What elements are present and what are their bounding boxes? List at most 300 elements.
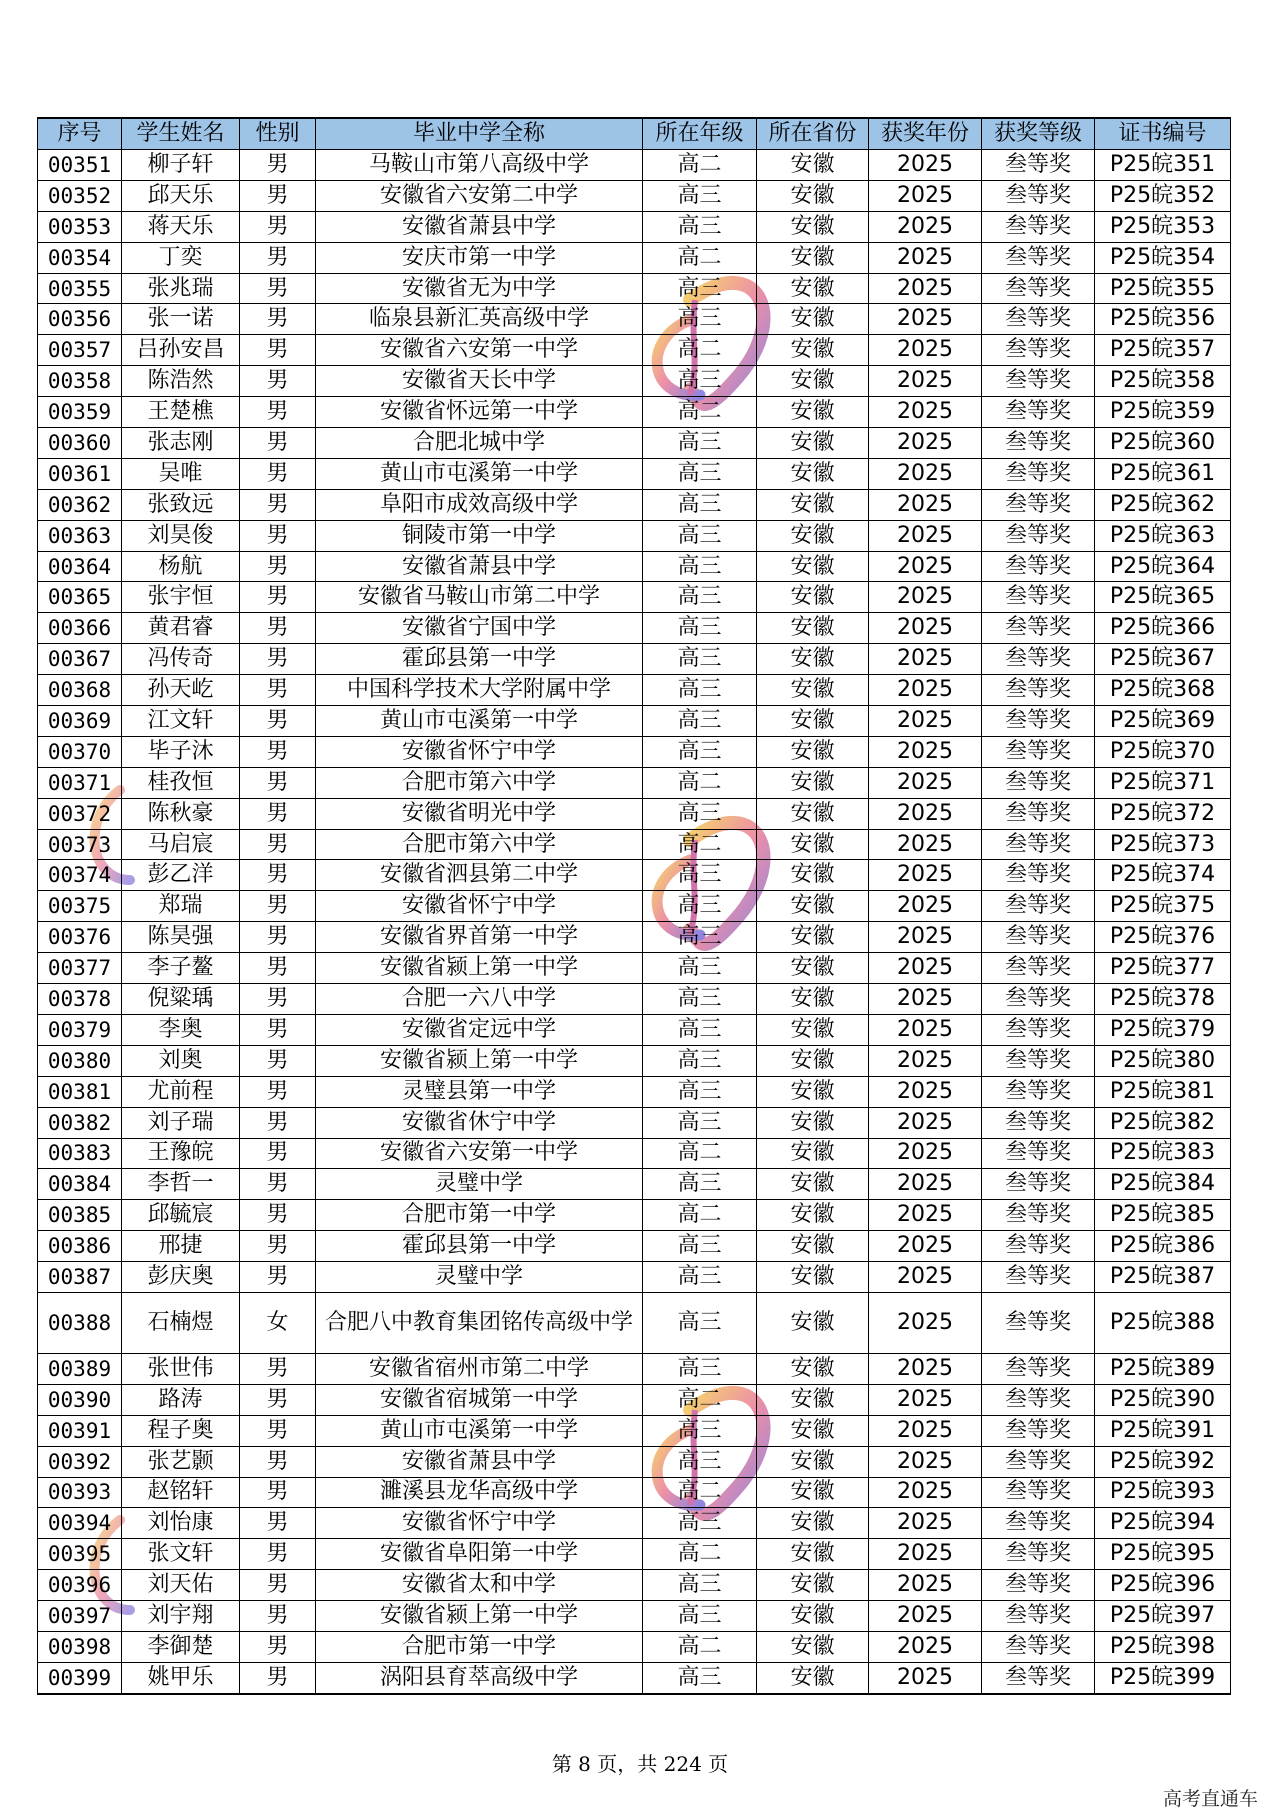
cell-grade: 高三	[643, 1107, 757, 1138]
cell-grade: 高三	[643, 273, 757, 304]
cell-certificate-no: P25皖398	[1095, 1631, 1231, 1662]
cell-province: 安徽	[757, 767, 869, 798]
cell-school: 安徽省马鞍山市第二中学	[316, 582, 643, 613]
cell-province: 安徽	[757, 1384, 869, 1415]
cell-grade: 高二	[643, 1200, 757, 1231]
cell-student-name: 倪粱瑀	[122, 984, 240, 1015]
cell-province: 安徽	[757, 984, 869, 1015]
cell-award-year: 2025	[869, 1570, 982, 1601]
table-row	[38, 397, 1231, 428]
table-row	[38, 1415, 1231, 1446]
cell-award-year: 2025	[869, 891, 982, 922]
cell-award-year: 2025	[869, 520, 982, 551]
cell-award-level: 叁等奖	[982, 1014, 1095, 1045]
cell-award-level: 叁等奖	[982, 1138, 1095, 1169]
cell-province: 安徽	[757, 1076, 869, 1107]
cell-grade: 高三	[643, 582, 757, 613]
cell-student-name: 赵铭轩	[122, 1477, 240, 1508]
table-row	[38, 1539, 1231, 1570]
cell-province: 安徽	[757, 860, 869, 891]
cell-student-name: 张艺颢	[122, 1446, 240, 1477]
cell-student-name: 黄君睿	[122, 613, 240, 644]
table-row	[38, 551, 1231, 582]
cell-serial: 00353	[38, 211, 122, 242]
cell-serial: 00372	[38, 798, 122, 829]
cell-certificate-no: P25皖368	[1095, 675, 1231, 706]
cell-certificate-no: P25皖385	[1095, 1200, 1231, 1231]
cell-school: 合肥八中教育集团铭传高级中学	[316, 1292, 643, 1353]
cell-student-name: 张志刚	[122, 428, 240, 459]
cell-student-name: 张文轩	[122, 1539, 240, 1570]
cell-school: 合肥北城中学	[316, 428, 643, 459]
cell-student-name: 彭乙洋	[122, 860, 240, 891]
cell-grade: 高三	[643, 489, 757, 520]
cell-serial: 00357	[38, 335, 122, 366]
cell-school: 安徽省萧县中学	[316, 211, 643, 242]
cell-serial: 00377	[38, 953, 122, 984]
table-row	[38, 1631, 1231, 1662]
cell-grade: 高三	[643, 1231, 757, 1262]
table-row	[38, 489, 1231, 520]
cell-serial: 00392	[38, 1446, 122, 1477]
cell-award-year: 2025	[869, 1262, 982, 1293]
cell-student-name: 李奥	[122, 1014, 240, 1045]
cell-award-level: 叁等奖	[982, 829, 1095, 860]
cell-school: 安徽省怀宁中学	[316, 736, 643, 767]
cell-province: 安徽	[757, 428, 869, 459]
cell-school: 安徽省萧县中学	[316, 551, 643, 582]
cell-grade: 高三	[643, 860, 757, 891]
cell-award-level: 叁等奖	[982, 366, 1095, 397]
cell-grade: 高三	[643, 428, 757, 459]
cell-gender: 男	[240, 211, 316, 242]
cell-province: 安徽	[757, 1138, 869, 1169]
table-row	[38, 767, 1231, 798]
cell-student-name: 杨航	[122, 551, 240, 582]
table-row	[38, 1446, 1231, 1477]
cell-award-level: 叁等奖	[982, 1415, 1095, 1446]
cell-student-name: 邱毓宸	[122, 1200, 240, 1231]
header-province: 所在省份	[757, 118, 869, 150]
cell-certificate-no: P25皖353	[1095, 211, 1231, 242]
cell-serial: 00365	[38, 582, 122, 613]
cell-gender: 男	[240, 1045, 316, 1076]
cell-serial: 00381	[38, 1076, 122, 1107]
cell-gender: 男	[240, 922, 316, 953]
cell-gender: 男	[240, 1477, 316, 1508]
cell-award-year: 2025	[869, 582, 982, 613]
cell-award-year: 2025	[869, 1631, 982, 1662]
cell-school: 安徽省六安第一中学	[316, 1138, 643, 1169]
cell-student-name: 刘昊俊	[122, 520, 240, 551]
cell-certificate-no: P25皖394	[1095, 1508, 1231, 1539]
cell-serial: 00374	[38, 860, 122, 891]
cell-school: 灵璧县第一中学	[316, 1076, 643, 1107]
cell-serial: 00396	[38, 1570, 122, 1601]
cell-school: 安徽省宿州市第二中学	[316, 1353, 643, 1384]
cell-award-year: 2025	[869, 1138, 982, 1169]
cell-province: 安徽	[757, 1477, 869, 1508]
cell-award-level: 叁等奖	[982, 1539, 1095, 1570]
cell-gender: 男	[240, 1231, 316, 1262]
cell-certificate-no: P25皖359	[1095, 397, 1231, 428]
cell-school: 霍邱县第一中学	[316, 644, 643, 675]
cell-award-level: 叁等奖	[982, 1292, 1095, 1353]
cell-award-level: 叁等奖	[982, 273, 1095, 304]
cell-province: 安徽	[757, 273, 869, 304]
table-row	[38, 1353, 1231, 1384]
cell-grade: 高三	[643, 520, 757, 551]
cell-province: 安徽	[757, 582, 869, 613]
cell-student-name: 马启宸	[122, 829, 240, 860]
cell-award-year: 2025	[869, 150, 982, 181]
header-row	[38, 118, 1231, 150]
table-row	[38, 1292, 1231, 1353]
cell-grade: 高二	[643, 150, 757, 181]
cell-student-name: 刘宇翔	[122, 1601, 240, 1632]
cell-student-name: 李哲一	[122, 1169, 240, 1200]
table-row	[38, 860, 1231, 891]
cell-gender: 男	[240, 1353, 316, 1384]
cell-grade: 高二	[643, 1138, 757, 1169]
cell-award-level: 叁等奖	[982, 1446, 1095, 1477]
cell-province: 安徽	[757, 798, 869, 829]
table-row	[38, 1477, 1231, 1508]
header-gender: 性别	[240, 118, 316, 150]
cell-student-name: 石楠煜	[122, 1292, 240, 1353]
cell-school: 临泉县新汇英高级中学	[316, 304, 643, 335]
cell-serial: 00370	[38, 736, 122, 767]
cell-student-name: 吕孙安昌	[122, 335, 240, 366]
cell-province: 安徽	[757, 644, 869, 675]
cell-certificate-no: P25皖380	[1095, 1045, 1231, 1076]
table-row	[38, 211, 1231, 242]
cell-gender: 女	[240, 1292, 316, 1353]
cell-grade: 高三	[643, 675, 757, 706]
cell-grade: 高三	[643, 1353, 757, 1384]
cell-award-level: 叁等奖	[982, 150, 1095, 181]
table-row	[38, 1384, 1231, 1415]
cell-student-name: 吴唯	[122, 458, 240, 489]
cell-award-year: 2025	[869, 706, 982, 737]
table-row	[38, 180, 1231, 211]
cell-award-level: 叁等奖	[982, 335, 1095, 366]
cell-province: 安徽	[757, 675, 869, 706]
cell-certificate-no: P25皖386	[1095, 1231, 1231, 1262]
cell-serial: 00359	[38, 397, 122, 428]
cell-gender: 男	[240, 706, 316, 737]
cell-province: 安徽	[757, 1353, 869, 1384]
cell-certificate-no: P25皖354	[1095, 242, 1231, 273]
cell-certificate-no: P25皖387	[1095, 1262, 1231, 1293]
cell-certificate-no: P25皖370	[1095, 736, 1231, 767]
cell-serial: 00389	[38, 1353, 122, 1384]
cell-certificate-no: P25皖363	[1095, 520, 1231, 551]
cell-province: 安徽	[757, 829, 869, 860]
cell-award-year: 2025	[869, 397, 982, 428]
cell-school: 安徽省怀远第一中学	[316, 397, 643, 428]
cell-award-year: 2025	[869, 922, 982, 953]
cell-province: 安徽	[757, 520, 869, 551]
cell-serial: 00356	[38, 304, 122, 335]
cell-school: 安徽省怀宁中学	[316, 891, 643, 922]
cell-award-year: 2025	[869, 798, 982, 829]
cell-province: 安徽	[757, 242, 869, 273]
table-row	[38, 1508, 1231, 1539]
table-row	[38, 242, 1231, 273]
cell-award-level: 叁等奖	[982, 1353, 1095, 1384]
cell-school: 安徽省休宁中学	[316, 1107, 643, 1138]
cell-award-year: 2025	[869, 953, 982, 984]
cell-award-level: 叁等奖	[982, 767, 1095, 798]
cell-serial: 00355	[38, 273, 122, 304]
cell-serial: 00386	[38, 1231, 122, 1262]
cell-province: 安徽	[757, 489, 869, 520]
cell-certificate-no: P25皖352	[1095, 180, 1231, 211]
cell-award-year: 2025	[869, 1014, 982, 1045]
table-row	[38, 1231, 1231, 1262]
cell-grade: 高三	[643, 953, 757, 984]
cell-grade: 高三	[643, 1076, 757, 1107]
cell-student-name: 彭庆奥	[122, 1262, 240, 1293]
table-row	[38, 1169, 1231, 1200]
cell-award-year: 2025	[869, 1045, 982, 1076]
cell-province: 安徽	[757, 397, 869, 428]
table-row	[38, 613, 1231, 644]
cell-gender: 男	[240, 1539, 316, 1570]
cell-serial: 00352	[38, 180, 122, 211]
cell-school: 安徽省阜阳第一中学	[316, 1539, 643, 1570]
cell-gender: 男	[240, 150, 316, 181]
cell-certificate-no: P25皖360	[1095, 428, 1231, 459]
cell-school: 安徽省颍上第一中学	[316, 1045, 643, 1076]
cell-award-year: 2025	[869, 1292, 982, 1353]
cell-school: 安徽省宁国中学	[316, 613, 643, 644]
table-row	[38, 675, 1231, 706]
table-row	[38, 335, 1231, 366]
cell-award-level: 叁等奖	[982, 1477, 1095, 1508]
header-school: 毕业中学全称	[316, 118, 643, 150]
cell-student-name: 张宇恒	[122, 582, 240, 613]
cell-serial: 00368	[38, 675, 122, 706]
cell-award-year: 2025	[869, 675, 982, 706]
cell-province: 安徽	[757, 1045, 869, 1076]
cell-province: 安徽	[757, 180, 869, 211]
cell-serial: 00363	[38, 520, 122, 551]
table-row	[38, 1045, 1231, 1076]
cell-gender: 男	[240, 1508, 316, 1539]
cell-award-year: 2025	[869, 1662, 982, 1693]
cell-award-level: 叁等奖	[982, 428, 1095, 459]
cell-grade: 高三	[643, 1601, 757, 1632]
cell-award-level: 叁等奖	[982, 736, 1095, 767]
cell-award-level: 叁等奖	[982, 180, 1095, 211]
cell-award-level: 叁等奖	[982, 1508, 1095, 1539]
cell-award-year: 2025	[869, 1477, 982, 1508]
cell-grade: 高三	[643, 1446, 757, 1477]
cell-province: 安徽	[757, 1662, 869, 1693]
cell-school: 合肥市第一中学	[316, 1631, 643, 1662]
cell-grade: 高三	[643, 1045, 757, 1076]
cell-province: 安徽	[757, 335, 869, 366]
cell-province: 安徽	[757, 551, 869, 582]
cell-grade: 高三	[643, 1169, 757, 1200]
cell-serial: 00378	[38, 984, 122, 1015]
cell-gender: 男	[240, 613, 316, 644]
cell-grade: 高二	[643, 1539, 757, 1570]
cell-certificate-no: P25皖376	[1095, 922, 1231, 953]
cell-serial: 00360	[38, 428, 122, 459]
cell-award-level: 叁等奖	[982, 242, 1095, 273]
cell-student-name: 毕子沐	[122, 736, 240, 767]
cell-student-name: 刘怡康	[122, 1508, 240, 1539]
cell-award-level: 叁等奖	[982, 706, 1095, 737]
cell-province: 安徽	[757, 736, 869, 767]
cell-award-year: 2025	[869, 304, 982, 335]
cell-award-level: 叁等奖	[982, 922, 1095, 953]
cell-province: 安徽	[757, 922, 869, 953]
cell-grade: 高二	[643, 242, 757, 273]
table-row	[38, 891, 1231, 922]
cell-school: 安徽省颍上第一中学	[316, 1601, 643, 1632]
cell-certificate-no: P25皖378	[1095, 984, 1231, 1015]
cell-certificate-no: P25皖361	[1095, 458, 1231, 489]
cell-serial: 00390	[38, 1384, 122, 1415]
cell-award-year: 2025	[869, 428, 982, 459]
cell-grade: 高三	[643, 1415, 757, 1446]
header-student-name: 学生姓名	[122, 118, 240, 150]
cell-gender: 男	[240, 397, 316, 428]
cell-certificate-no: P25皖375	[1095, 891, 1231, 922]
cell-certificate-no: P25皖357	[1095, 335, 1231, 366]
cell-student-name: 江文轩	[122, 706, 240, 737]
cell-serial: 00354	[38, 242, 122, 273]
cell-school: 合肥市第六中学	[316, 829, 643, 860]
cell-student-name: 张世伟	[122, 1353, 240, 1384]
cell-serial: 00393	[38, 1477, 122, 1508]
cell-award-level: 叁等奖	[982, 675, 1095, 706]
cell-student-name: 邢捷	[122, 1231, 240, 1262]
cell-school: 安徽省萧县中学	[316, 1446, 643, 1477]
awards-table	[37, 117, 1231, 1695]
table-row	[38, 304, 1231, 335]
cell-certificate-no: P25皖373	[1095, 829, 1231, 860]
cell-school: 安徽省六安第二中学	[316, 180, 643, 211]
cell-school: 安徽省太和中学	[316, 1570, 643, 1601]
cell-student-name: 蒋天乐	[122, 211, 240, 242]
cell-gender: 男	[240, 366, 316, 397]
cell-serial: 00376	[38, 922, 122, 953]
cell-certificate-no: P25皖367	[1095, 644, 1231, 675]
cell-award-year: 2025	[869, 644, 982, 675]
cell-serial: 00397	[38, 1601, 122, 1632]
cell-province: 安徽	[757, 1200, 869, 1231]
cell-school: 濉溪县龙华高级中学	[316, 1477, 643, 1508]
cell-award-year: 2025	[869, 551, 982, 582]
cell-gender: 男	[240, 242, 316, 273]
cell-province: 安徽	[757, 1107, 869, 1138]
cell-school: 合肥一六八中学	[316, 984, 643, 1015]
cell-gender: 男	[240, 335, 316, 366]
cell-school: 涡阳县育萃高级中学	[316, 1662, 643, 1693]
cell-grade: 高三	[643, 1014, 757, 1045]
cell-award-level: 叁等奖	[982, 551, 1095, 582]
cell-school: 安徽省界首第一中学	[316, 922, 643, 953]
cell-award-level: 叁等奖	[982, 397, 1095, 428]
cell-award-level: 叁等奖	[982, 1107, 1095, 1138]
cell-province: 安徽	[757, 1415, 869, 1446]
cell-award-year: 2025	[869, 1415, 982, 1446]
cell-certificate-no: P25皖383	[1095, 1138, 1231, 1169]
cell-student-name: 王豫皖	[122, 1138, 240, 1169]
cell-award-level: 叁等奖	[982, 489, 1095, 520]
cell-certificate-no: P25皖391	[1095, 1415, 1231, 1446]
cell-serial: 00373	[38, 829, 122, 860]
cell-gender: 男	[240, 1446, 316, 1477]
cell-gender: 男	[240, 489, 316, 520]
cell-award-year: 2025	[869, 829, 982, 860]
cell-award-level: 叁等奖	[982, 1601, 1095, 1632]
cell-grade: 高二	[643, 829, 757, 860]
table-row	[38, 1570, 1231, 1601]
cell-serial: 00375	[38, 891, 122, 922]
cell-province: 安徽	[757, 706, 869, 737]
cell-certificate-no: P25皖355	[1095, 273, 1231, 304]
cell-serial: 00380	[38, 1045, 122, 1076]
cell-serial: 00371	[38, 767, 122, 798]
cell-award-year: 2025	[869, 273, 982, 304]
cell-serial: 00382	[38, 1107, 122, 1138]
cell-award-level: 叁等奖	[982, 1662, 1095, 1693]
cell-certificate-no: P25皖364	[1095, 551, 1231, 582]
cell-gender: 男	[240, 551, 316, 582]
cell-serial: 00385	[38, 1200, 122, 1231]
cell-grade: 高三	[643, 1292, 757, 1353]
cell-school: 安徽省宿城第一中学	[316, 1384, 643, 1415]
cell-certificate-no: P25皖397	[1095, 1601, 1231, 1632]
cell-grade: 高三	[643, 798, 757, 829]
cell-school: 灵璧中学	[316, 1262, 643, 1293]
cell-school: 合肥市第六中学	[316, 767, 643, 798]
cell-student-name: 张致远	[122, 489, 240, 520]
cell-school: 黄山市屯溪第一中学	[316, 706, 643, 737]
table-row	[38, 458, 1231, 489]
cell-award-year: 2025	[869, 1508, 982, 1539]
table-row	[38, 798, 1231, 829]
cell-school: 霍邱县第一中学	[316, 1231, 643, 1262]
cell-gender: 男	[240, 1384, 316, 1415]
cell-certificate-no: P25皖379	[1095, 1014, 1231, 1045]
cell-student-name: 张兆瑞	[122, 273, 240, 304]
cell-province: 安徽	[757, 613, 869, 644]
cell-award-year: 2025	[869, 1107, 982, 1138]
cell-award-level: 叁等奖	[982, 211, 1095, 242]
cell-gender: 男	[240, 736, 316, 767]
cell-gender: 男	[240, 1570, 316, 1601]
cell-school: 安徽省六安第一中学	[316, 335, 643, 366]
cell-award-year: 2025	[869, 458, 982, 489]
cell-school: 灵璧中学	[316, 1169, 643, 1200]
cell-student-name: 王楚樵	[122, 397, 240, 428]
cell-gender: 男	[240, 428, 316, 459]
cell-grade: 高三	[643, 1262, 757, 1293]
cell-award-level: 叁等奖	[982, 1076, 1095, 1107]
cell-certificate-no: P25皖356	[1095, 304, 1231, 335]
cell-serial: 00383	[38, 1138, 122, 1169]
cell-award-level: 叁等奖	[982, 1631, 1095, 1662]
cell-province: 安徽	[757, 1508, 869, 1539]
cell-province: 安徽	[757, 1262, 869, 1293]
